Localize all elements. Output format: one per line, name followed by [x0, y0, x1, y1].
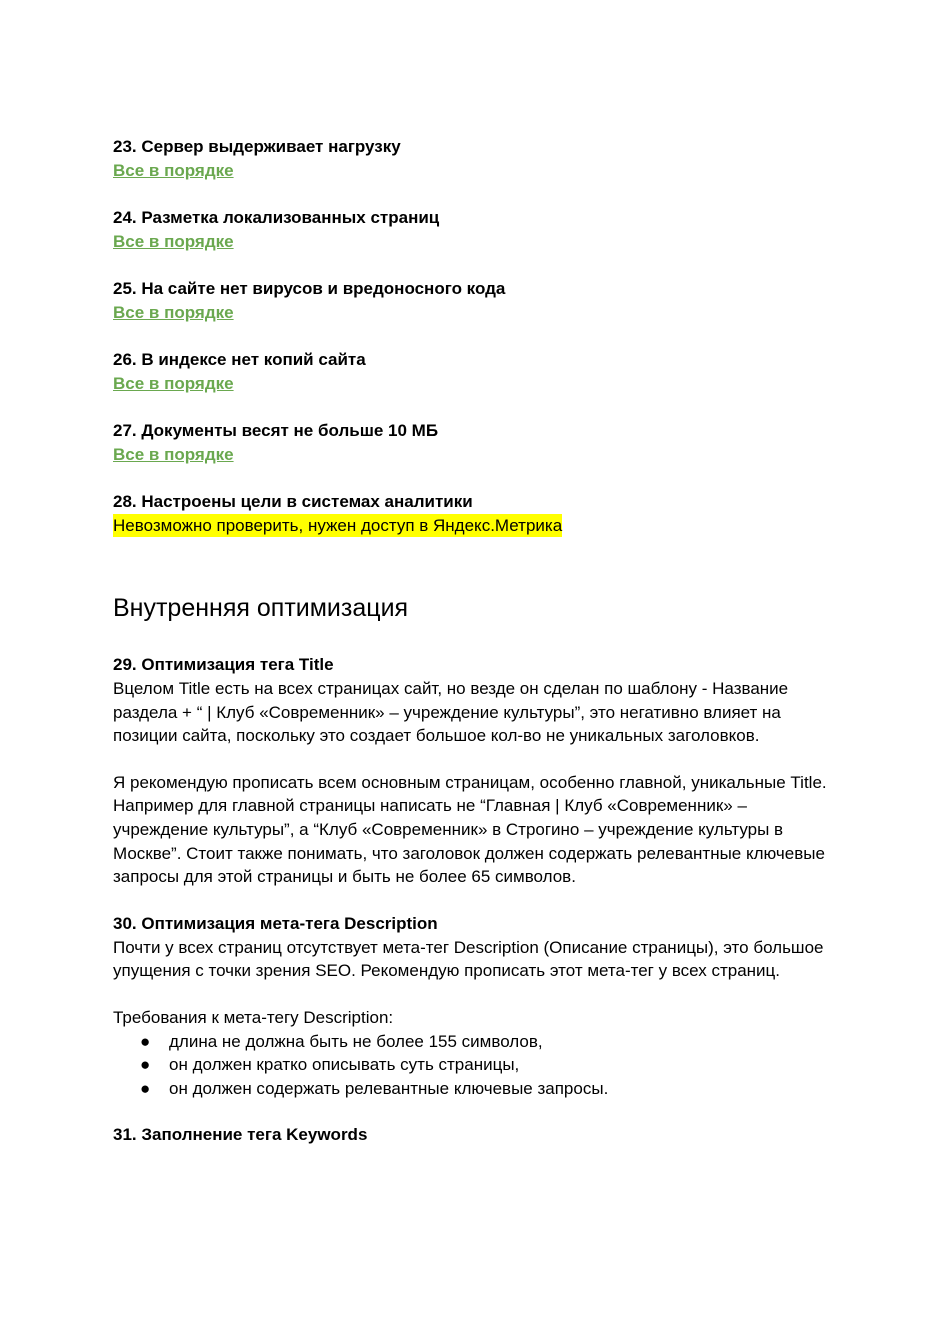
status-ok-link[interactable]: Все в порядке: [113, 445, 234, 464]
item-title: 29. Оптимизация тега Title: [113, 655, 334, 674]
requirements-intro: Требования к мета-тегу Description:: [113, 1007, 394, 1027]
status-ok-link[interactable]: Все в порядке: [113, 303, 234, 322]
paragraph: Вцелом Title есть на всех страницах сайт, но везде он сделан по шаблону - Название раздела + “ | Клуб «Современник» – учреждение культуры”, это негативно влияет на позиции сайта, поскольку это создает большое кол-во не уникальных заголовков.: [113, 679, 789, 746]
paragraph: Почти у всех страниц отсутствует мета-тег Description (Описание страницы), это большое упущения с точки зрения SEO. Рекомендую прописать этот мета-тег у всех страниц.: [113, 937, 824, 981]
check-item-28: [113, 490, 833, 537]
list-item: ● он должен содержать релевантные ключевые запросы.: [113, 1077, 833, 1101]
check-title: 23. Сервер выдерживает нагрузку: [113, 137, 401, 156]
status-ok-link[interactable]: Все в порядке: [113, 374, 234, 393]
item-title: 31. Заполнение тега Keywords: [113, 1125, 368, 1145]
check-title: 27. Документы весят не больше 10 МБ: [113, 421, 439, 440]
item-31: [113, 1123, 833, 1147]
check-title: 28. Настроены цели в системах аналитики: [113, 492, 473, 511]
highlighted-note: Невозможно проверить, нужен доступ в Яндекс.Метрика: [113, 516, 563, 535]
check-item-23: [113, 135, 833, 183]
check-item-26: [113, 348, 833, 396]
status-ok-link[interactable]: Все в порядке: [113, 161, 234, 180]
bullet-icon: ●: [140, 1078, 151, 1098]
item-title: 30. Оптимизация мета-тега Description: [113, 913, 438, 933]
section-heading: Внутренняя оптимизация: [113, 594, 409, 622]
paragraph: Я рекомендую прописать всем основным страницам, особенно главной, уникальные Title. Например для главной страницы написать не “Главная | Клуб «Современник» – учреждение культуры”, а “Клуб «Современник» в Строгино – учреждение культуры в Москве”. Стоит также понимать, что заголовок должен содержать релевантные ключевые запросы для этой страницы и быть не более 65 символов.: [113, 772, 827, 887]
check-title: 24. Разметка локализованных страниц: [113, 208, 440, 227]
check-item-24: [113, 206, 833, 254]
bullet-icon: ●: [140, 1055, 151, 1075]
requirements-list: [113, 1030, 833, 1101]
document-page: [113, 135, 833, 1147]
check-title: 26. В индексе нет копий сайта: [113, 350, 366, 369]
list-item: ● он должен кратко описывать суть страницы,: [113, 1053, 833, 1077]
bullet-icon: ●: [140, 1031, 151, 1051]
status-ok-link[interactable]: Все в порядке: [113, 232, 234, 251]
list-item: ● длина не должна быть не более 155 символов,: [113, 1030, 833, 1054]
item-29: [113, 653, 833, 889]
item-30: [113, 912, 833, 1101]
check-item-27: [113, 419, 833, 467]
check-title: 25. На сайте нет вирусов и вредоносного кода: [113, 279, 506, 298]
check-item-25: [113, 277, 833, 325]
